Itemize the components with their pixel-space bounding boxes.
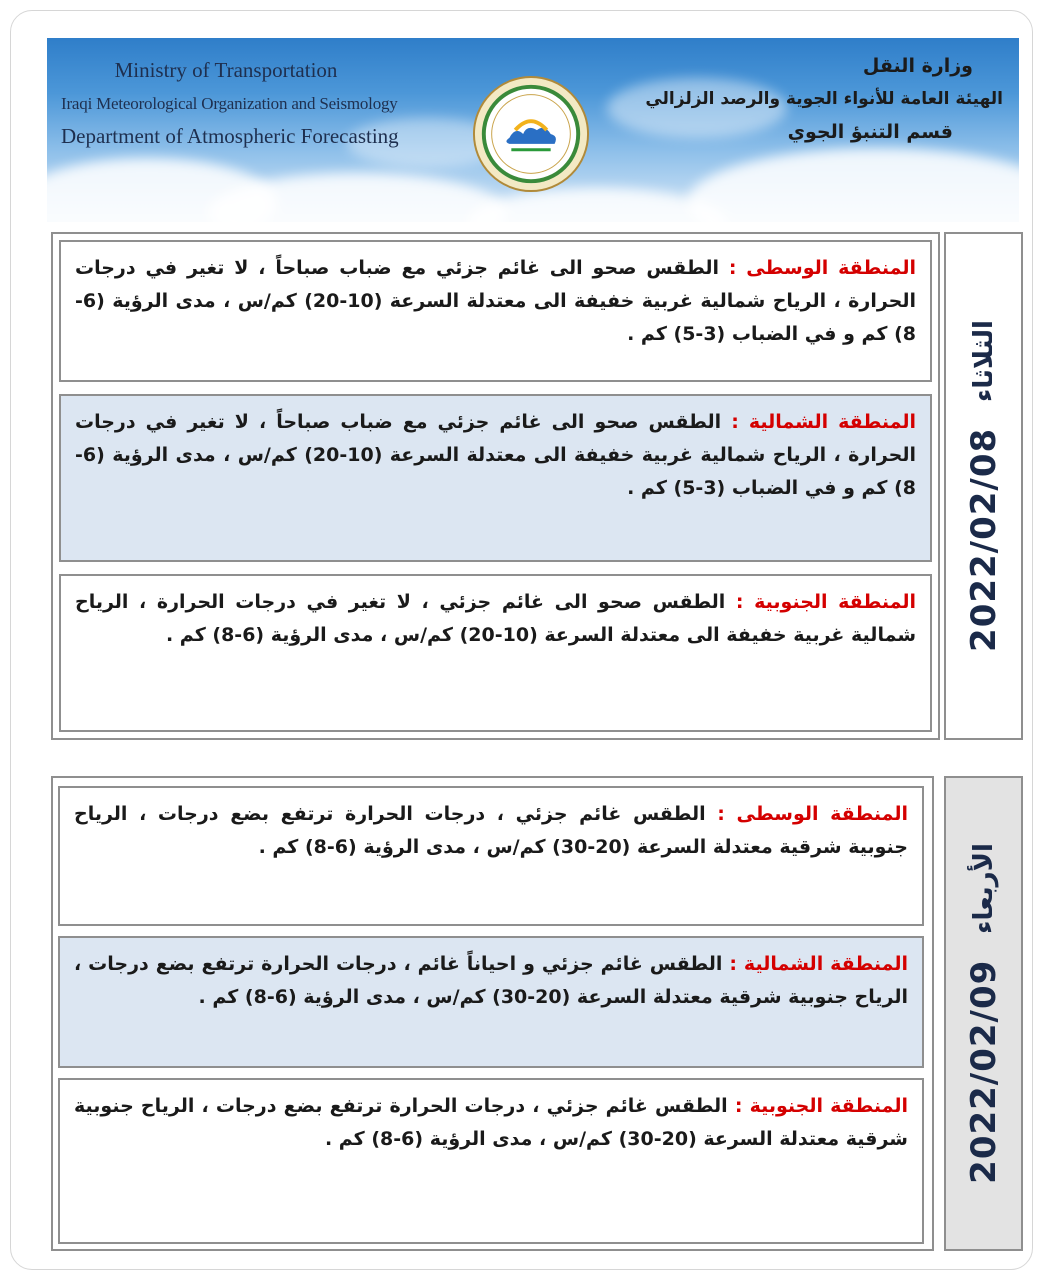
region-forecast: الطقس غائم جزئي و احياناً غائم ، درجات الحرارة ترتفع بضع درجات ، الرياح جنوبية شرقية معتدلة السرعة (20-30) كم/س ، مدى الرؤية (6-8) كم . bbox=[74, 953, 908, 1008]
forecast-day-name: الثلاثاء bbox=[968, 320, 999, 402]
organization-name-en: Iraqi Meteorological Organization and Seismology bbox=[61, 94, 398, 113]
region-name: المنطقة الوسطى : bbox=[728, 257, 916, 279]
region-box-south-day2 bbox=[58, 1078, 924, 1244]
region-forecast: الطقس صحو الى غائم جزئي مع ضباب صباحاً ، لا تغير في درجات الحرارة ، الرياح شمالية غربية خفيفة الى معتدلة السرعة (10-20) كم/س ، مدى الرؤية (6-8) كم و في الضباب (3-5) كم . bbox=[75, 411, 916, 499]
region-box-south-day1 bbox=[59, 574, 932, 732]
region-box-central-day1 bbox=[59, 240, 932, 382]
forecast-day-name: الأربعاء bbox=[968, 843, 999, 934]
region-name: المنطقة الشمالية : bbox=[731, 411, 916, 433]
region-forecast: الطقس غائم جزئي ، درجات الحرارة ترتفع بضع درجات ، الرياح جنوبية شرقية معتدلة السرعة (20-30) كم/س ، مدى الرؤية (6-8) كم . bbox=[74, 803, 908, 858]
date-column-day2 bbox=[944, 776, 1023, 1251]
forecast-date: 2022/02/09 bbox=[963, 959, 1004, 1184]
date-column-day1 bbox=[944, 232, 1023, 740]
region-name: المنطقة الوسطى : bbox=[717, 803, 909, 825]
region-forecast: الطقس صحو الى غائم جزئي ، لا تغير في درجات الحرارة ، الرياح شمالية غربية خفيفة الى معتدلة السرعة (10-20) كم/س ، مدى الرؤية (6-8) كم . bbox=[75, 591, 916, 646]
arabic-heading bbox=[645, 50, 1003, 149]
organization-name-ar: الهيئة العامة للأنواء الجوية والرصد الزلزالي bbox=[645, 89, 1003, 109]
region-forecast: الطقس صحو الى غائم جزئي مع ضباب صباحاً ، لا تغير في درجات الحرارة ، الرياح شمالية غربية خفيفة الى معتدلة السرعة (10-20) كم/س ، مدى الرؤية (6-8) كم و في الضباب (3-5) كم . bbox=[75, 257, 916, 345]
region-box-north-day2 bbox=[58, 936, 924, 1068]
region-name: المنطقة الجنوبية : bbox=[734, 1095, 908, 1117]
region-name: المنطقة الشمالية : bbox=[729, 953, 908, 975]
department-name-ar: قسم التنبؤ الجوي bbox=[787, 121, 953, 143]
region-name: المنطقة الجنوبية : bbox=[735, 591, 916, 613]
forecast-date: 2022/02/08 bbox=[963, 427, 1004, 652]
region-box-central-day2 bbox=[58, 786, 924, 926]
organization-seal-logo bbox=[472, 75, 590, 193]
ministry-name-en: Ministry of Transportation bbox=[114, 58, 338, 82]
region-box-north-day1 bbox=[59, 394, 932, 562]
header-banner bbox=[47, 38, 1019, 222]
english-heading bbox=[61, 54, 399, 153]
region-forecast: الطقس غائم جزئي ، درجات الحرارة ترتفع بضع درجات ، الرياح جنوبية شرقية معتدلة السرعة (20-30) كم/س ، مدى الرؤية (6-8) كم . bbox=[74, 1095, 908, 1150]
ministry-name-ar: وزارة النقل bbox=[862, 55, 973, 77]
department-name-en: Department of Atmospheric Forecasting bbox=[61, 124, 399, 148]
